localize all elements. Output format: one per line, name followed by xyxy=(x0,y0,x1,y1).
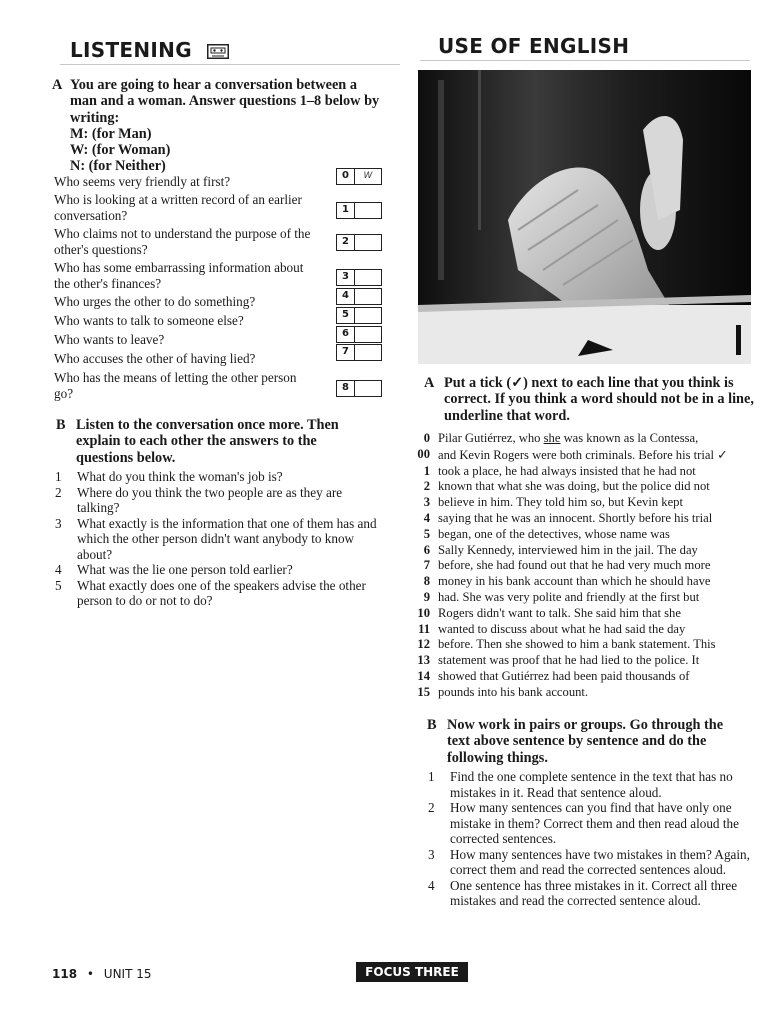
line-text: Rogers didn't want to talk. She said him that she xyxy=(438,605,681,620)
answer-box-number: 4 xyxy=(337,289,355,304)
answer-box-number: 1 xyxy=(337,203,355,218)
item-text: What exactly is the information that one of them has and which the other person didn't want anybody to know about? xyxy=(77,515,377,562)
question-1: Who is looking at a written record of an earlier conversation? xyxy=(54,192,302,223)
answer-box-2[interactable] xyxy=(336,234,382,251)
line-number: 1 xyxy=(423,463,430,478)
line-text: money in his bank account than which he should have xyxy=(438,574,711,589)
use-of-english-heading: USE OF ENGLISH xyxy=(438,34,630,58)
listening-section-b-instructions xyxy=(56,417,376,466)
item-text: What exactly does one of the speakers advise the other person to do or not to do? xyxy=(77,577,366,608)
answer-box-8[interactable] xyxy=(336,380,382,397)
question-5: Who wants to talk to someone else? xyxy=(54,313,244,328)
answer-box-6[interactable] xyxy=(336,326,382,343)
line-number: 00 xyxy=(417,446,430,461)
line-text: statement was proof that he had lied to the police. It xyxy=(438,653,700,668)
line-number: 5 xyxy=(423,526,430,541)
instructions-text: Put a tick (✓) next to each line that you think is correct. If you think a word should not be in a line, underline that word. xyxy=(444,375,754,424)
question-8: Who has the means of letting the other person go? xyxy=(54,370,297,401)
tick-mark: ✓ xyxy=(717,446,728,462)
line-number: 11 xyxy=(418,621,430,636)
answer-box-value xyxy=(355,381,381,396)
use-of-english-section-b-instructions xyxy=(427,717,747,766)
list-item xyxy=(55,485,385,516)
underlined-word: she xyxy=(543,431,561,445)
section-letter: B xyxy=(427,717,437,733)
text-line xyxy=(410,543,766,559)
item-number: 2 xyxy=(55,484,62,500)
item-number: 5 xyxy=(55,577,62,593)
text-line xyxy=(410,431,766,447)
instructions-text: Now work in pairs or groups. Go through the text above sentence by sentence and do the following things. xyxy=(447,717,724,766)
answer-box-value xyxy=(355,203,381,218)
item-number: 4 xyxy=(428,877,435,893)
photo-graphic xyxy=(418,70,751,364)
line-text: saying that he was an innocent. Shortly before his trial xyxy=(438,510,713,525)
answer-box-value: W xyxy=(363,171,373,181)
answer-box-number: 2 xyxy=(337,235,355,250)
text-line xyxy=(410,495,766,511)
text-line xyxy=(410,685,766,701)
answer-box-1[interactable] xyxy=(336,202,382,219)
section-letter: A xyxy=(424,375,435,391)
item-number: 3 xyxy=(55,515,62,531)
answer-box-value xyxy=(355,270,381,285)
text-line xyxy=(410,527,766,543)
use-of-english-heading-rule xyxy=(420,60,750,61)
line-number: 3 xyxy=(423,495,430,510)
line-text: took a place, he had always insisted that he had not xyxy=(438,463,696,478)
line-text: wanted to discuss about what he had said the day xyxy=(438,621,686,636)
answer-box-0[interactable] xyxy=(336,168,382,185)
question-2: Who claims not to understand the purpose of the other's questions? xyxy=(54,226,311,257)
error-correction-text xyxy=(410,431,766,701)
answer-box-number: 7 xyxy=(337,345,355,360)
line-number: 4 xyxy=(423,510,430,525)
listening-heading xyxy=(70,38,229,64)
section-letter: A xyxy=(52,77,63,93)
text-line xyxy=(410,669,766,685)
line-text: before. Then she showed to him a bank statement. This xyxy=(438,637,716,652)
listening-heading-rule xyxy=(60,64,400,65)
question-4: Who urges the other to do something? xyxy=(54,294,256,309)
answer-box-value xyxy=(355,289,381,304)
line-number: 9 xyxy=(423,589,430,604)
item-number: 2 xyxy=(428,800,435,815)
list-item xyxy=(55,578,385,609)
item-text: What do you think the woman's job is? xyxy=(77,469,283,484)
line-text: pounds into his bank account. xyxy=(438,684,589,699)
line-number: 14 xyxy=(417,668,430,683)
line-text: before, she had found out that he had very much more xyxy=(438,558,711,573)
answer-key-woman: W: (for Woman) xyxy=(70,142,171,159)
answer-box-value xyxy=(355,327,381,342)
answer-box-value xyxy=(355,235,381,250)
item-text: One sentence has three mistakes in it. Correct all three mistakes and read the corrected sentence aloud. xyxy=(450,877,738,908)
instructions-text: Listen to the conversation once more. Then explain to each other the answers to the questions below. xyxy=(76,417,339,466)
answer-box-3[interactable] xyxy=(336,269,382,286)
page-number: 118 xyxy=(52,967,78,981)
listening-questions-list xyxy=(55,469,385,609)
answer-box-7[interactable] xyxy=(336,344,382,361)
answer-box-number: 0 xyxy=(337,169,355,184)
question-3: Who has some embarrassing information about the other's finances? xyxy=(54,260,304,291)
line-text-after: was known as la Contessa, xyxy=(560,431,699,445)
cassette-tape-icon xyxy=(207,40,229,64)
line-number: 0 xyxy=(423,431,430,445)
item-text: Where do you think the two people are as they are talking? xyxy=(77,484,343,515)
list-item xyxy=(428,847,760,878)
answer-box-value xyxy=(355,308,381,323)
item-text: What was the lie one person told earlier? xyxy=(77,562,293,577)
item-number: 4 xyxy=(55,562,62,577)
unit-label: UNIT 15 xyxy=(103,967,152,981)
item-number: 1 xyxy=(428,769,435,784)
text-line xyxy=(410,653,766,669)
answer-box-value xyxy=(355,345,381,360)
line-text: showed that Gutiérrez had been paid thousands of xyxy=(438,668,690,683)
use-of-english-tasks-list xyxy=(428,769,760,909)
answer-box-5[interactable] xyxy=(336,307,382,324)
line-number: 8 xyxy=(423,574,430,589)
use-of-english-section-a-instructions xyxy=(424,375,764,424)
question-6: Who wants to leave? xyxy=(54,332,165,347)
listening-heading-text: LISTENING xyxy=(70,38,192,62)
line-text: Sally Kennedy, interviewed him in the jail. The day xyxy=(438,542,698,557)
answer-box-number: 3 xyxy=(337,270,355,285)
text-line xyxy=(410,558,766,574)
list-item xyxy=(428,878,760,909)
answer-key-neither: N: (for Neither) xyxy=(70,158,166,175)
instructions-text: You are going to hear a conversation between a man and a woman. Answer questions 1–8 below by writing: xyxy=(70,77,380,126)
focus-badge: FOCUS THREE xyxy=(356,962,468,982)
item-text: How many sentences can you find that have only one mistake in them? Correct them and then read aloud the corrected sentences. xyxy=(450,800,739,846)
line-number: 12 xyxy=(417,637,430,652)
line-text: believe in him. They told him so, but Kevin kept xyxy=(438,495,683,510)
footer-page-info xyxy=(52,967,152,981)
item-number: 1 xyxy=(55,469,62,484)
text-line xyxy=(410,479,766,495)
answer-key-list xyxy=(52,126,382,175)
text-line xyxy=(410,464,766,480)
text-line xyxy=(410,606,766,622)
text-line xyxy=(410,574,766,590)
line-number: 7 xyxy=(423,558,430,573)
line-text: known that what she was doing, but the police did not xyxy=(438,479,710,494)
answer-box-4[interactable] xyxy=(336,288,382,305)
line-text: had. She was very polite and friendly at the first but xyxy=(438,589,700,604)
footer-separator: • xyxy=(86,967,94,981)
answer-box-number: 8 xyxy=(337,381,355,396)
item-number: 3 xyxy=(428,846,435,862)
list-item xyxy=(428,800,760,847)
answer-key-man: M: (for Man) xyxy=(70,125,152,142)
text-line xyxy=(410,447,766,464)
text-line xyxy=(410,622,766,638)
answer-box-number: 5 xyxy=(337,308,355,323)
question-7: Who accuses the other of having lied? xyxy=(54,351,256,366)
question-0: Who seems very friendly at first? xyxy=(54,174,231,189)
line-text: and Kevin Rogers were both criminals. Before his trial xyxy=(438,447,714,462)
line-number: 10 xyxy=(417,605,430,620)
answer-box-number: 6 xyxy=(337,327,355,342)
item-text: How many sentences have two mistakes in them? Again, correct them and read the corrected sentences aloud. xyxy=(450,846,750,877)
line-text: began, one of the detectives, whose name was xyxy=(438,526,670,541)
line-number: 13 xyxy=(417,653,430,668)
text-line xyxy=(410,590,766,606)
line-number: 15 xyxy=(417,684,430,699)
list-item xyxy=(55,469,385,485)
listening-section-a-instructions xyxy=(52,77,382,175)
line-number: 6 xyxy=(423,542,430,557)
list-item xyxy=(428,769,760,800)
text-line xyxy=(410,511,766,527)
line-text: Pilar Gutiérrez, who xyxy=(438,431,544,445)
list-item xyxy=(55,562,385,578)
photo-interrogation xyxy=(418,70,751,364)
line-number: 2 xyxy=(423,479,430,494)
section-letter: B xyxy=(56,417,66,433)
text-line xyxy=(410,637,766,653)
list-item xyxy=(55,516,385,563)
item-text: Find the one complete sentence in the text that has no mistakes in it. Read that sentence aloud. xyxy=(450,769,733,800)
